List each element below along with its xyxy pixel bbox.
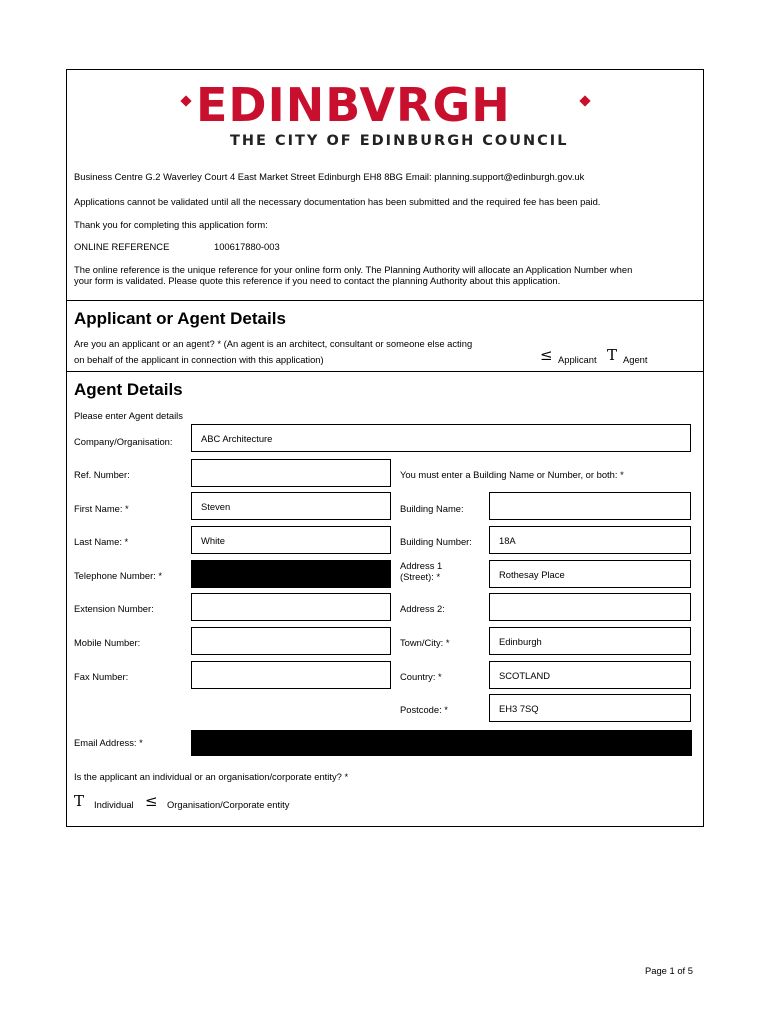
logo-wordmark: EDINBVRGH (196, 78, 511, 132)
agent-instruction: Please enter Agent details (74, 410, 183, 421)
address2-label: Address 2: (400, 603, 445, 614)
section-divider (66, 371, 704, 372)
agent-option-label: Agent (623, 354, 648, 365)
country-input[interactable]: SCOTLAND (489, 661, 691, 689)
building-name-label: Building Name: (400, 503, 464, 514)
mobile-input[interactable] (191, 627, 391, 655)
last-name-input[interactable]: White (191, 526, 391, 554)
ref-number-input[interactable] (191, 459, 391, 487)
building-name-input[interactable] (489, 492, 691, 520)
applicant-question-line-1: Are you an applicant or an agent? * (An agent is an architect, consultant or someone else acting (74, 338, 473, 349)
thanks-text: Thank you for completing this application form: (74, 219, 268, 230)
individual-radio-icon[interactable]: T (74, 792, 85, 810)
entity-question: Is the applicant an individual or an organisation/corporate entity? * (74, 771, 349, 782)
building-number-label: Building Number: (400, 536, 472, 547)
ref-number-label: Ref. Number: (74, 469, 130, 480)
logo-subtitle: THE CITY OF EDINBURGH COUNCIL (230, 133, 569, 149)
applicant-section-title: Applicant or Agent Details (74, 309, 286, 328)
telephone-input-redacted[interactable] (191, 560, 391, 588)
address1-label-line-1: Address 1 (400, 560, 443, 571)
individual-option-label: Individual (94, 799, 134, 810)
online-ref-value: 100617880-003 (214, 241, 280, 252)
organisation-radio-icon[interactable]: ≤ (145, 792, 158, 810)
building-number-input[interactable]: 18A (489, 526, 691, 554)
first-name-label: First Name: * (74, 503, 129, 514)
company-label: Company/Organisation: (74, 436, 173, 447)
agent-radio-icon[interactable]: T (607, 346, 618, 364)
applicant-radio-icon[interactable]: ≤ (540, 346, 553, 364)
ref-note-line-1: The online reference is the unique reference for your online form only. The Planning Authority will allocate an Application Number when (74, 264, 633, 275)
ref-note-line-2: your form is validated. Please quote this reference if you need to contact the planning Authority about this application. (74, 275, 561, 286)
town-input[interactable]: Edinburgh (489, 627, 691, 655)
online-ref-label: ONLINE REFERENCE (74, 241, 170, 252)
email-input-redacted[interactable] (191, 730, 692, 756)
applicant-option-label: Applicant (558, 354, 597, 365)
organisation-option-label: Organisation/Corporate entity (167, 799, 290, 810)
email-label: Email Address: * (74, 737, 143, 748)
address2-input[interactable] (489, 593, 691, 621)
postcode-input[interactable]: EH3 7SQ (489, 694, 691, 722)
company-input[interactable]: ABC Architecture (191, 424, 691, 452)
page-number: Page 1 of 5 (645, 965, 693, 976)
last-name-label: Last Name: * (74, 536, 129, 547)
applicant-question-line-2: on behalf of the applicant in connection with this application) (74, 354, 324, 365)
extension-label: Extension Number: (74, 603, 154, 614)
mobile-label: Mobile Number: (74, 637, 141, 648)
building-note: You must enter a Building Name or Number, or both: * (400, 469, 624, 480)
town-label: Town/City: * (400, 637, 450, 648)
address1-input[interactable]: Rothesay Place (489, 560, 691, 588)
country-label: Country: * (400, 671, 442, 682)
extension-input[interactable] (191, 593, 391, 621)
validation-note: Applications cannot be validated until all the necessary documentation has been submitted and the required fee has been paid. (74, 196, 601, 207)
agent-section-title: Agent Details (74, 380, 183, 399)
first-name-input[interactable]: Steven (191, 492, 391, 520)
address-line: Business Centre G.2 Waverley Court 4 East Market Street Edinburgh EH8 8BG Email: planning.support@edinburgh.gov.uk (74, 171, 585, 182)
postcode-label: Postcode: * (400, 704, 448, 715)
fax-input[interactable] (191, 661, 391, 689)
section-divider (66, 300, 704, 301)
telephone-label: Telephone Number: * (74, 570, 163, 581)
address1-label-line-2: (Street): * (400, 571, 441, 582)
fax-label: Fax Number: (74, 671, 129, 682)
